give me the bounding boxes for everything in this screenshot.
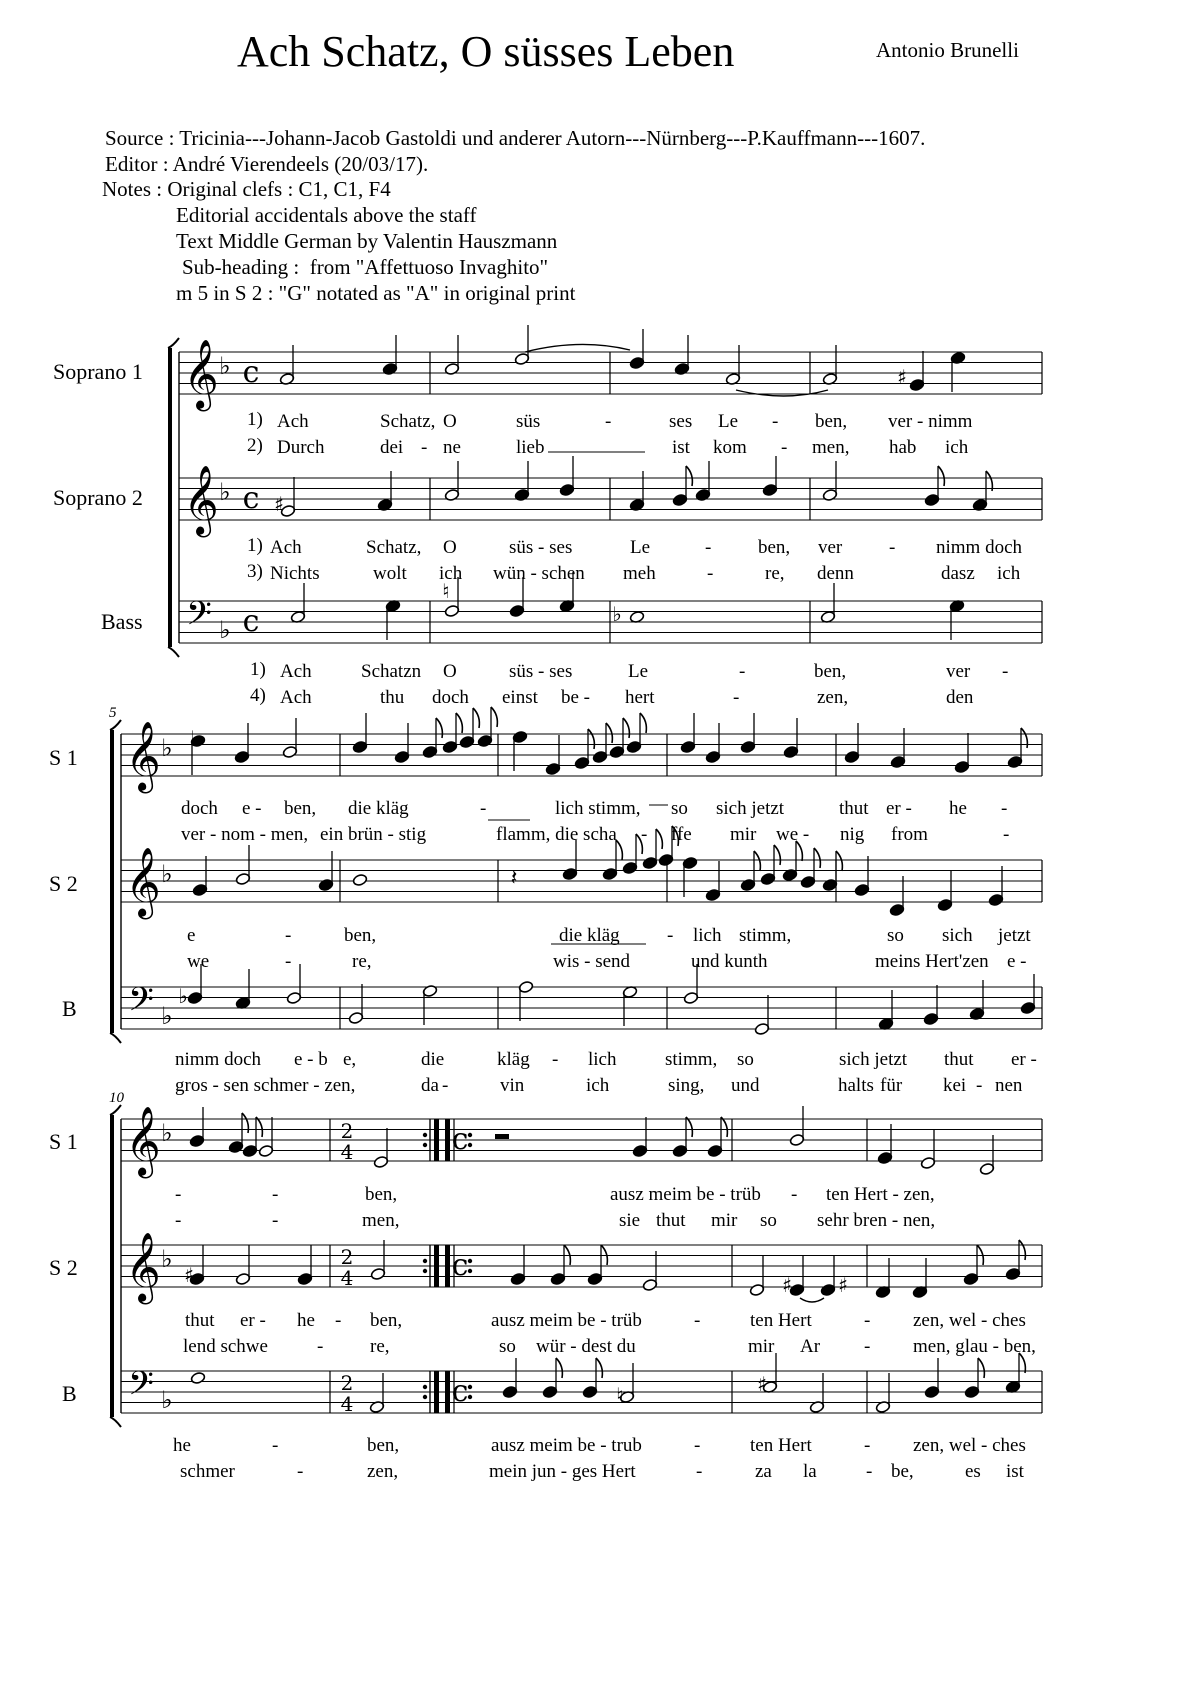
lyric: thu [380, 687, 405, 708]
lyric: thut [185, 1310, 215, 1331]
lyric: - [866, 1461, 873, 1482]
thick-barline [445, 1119, 450, 1161]
verse-number: 1) [250, 659, 266, 680]
note-head [352, 873, 368, 886]
flat-icon: ♭ [219, 478, 231, 506]
treble-clef-icon: 𝄞 [183, 465, 219, 535]
text-note: Text Middle German by Valentin Hauszmann [176, 229, 558, 253]
lyric: so [760, 1210, 777, 1231]
lyric: - [976, 1075, 983, 1096]
lyric: nig [840, 824, 865, 845]
lyric: ver [946, 661, 971, 682]
note-flag [256, 1117, 262, 1137]
lyric: - [272, 1435, 279, 1456]
lyric: - [696, 1461, 703, 1482]
flat-icon: ♭ [161, 1119, 173, 1147]
note-flag [814, 848, 820, 868]
repeat-dot [468, 1259, 472, 1263]
lyric: Schatzn [361, 661, 422, 682]
lyric: - [175, 1210, 182, 1231]
lyric: sing, [668, 1075, 705, 1096]
part-name-b-sys2: B [62, 996, 77, 1021]
lyric: den [946, 687, 974, 708]
lyric: re, [370, 1336, 390, 1357]
lyric: ten Hert - zen, [826, 1184, 935, 1205]
lyric: süs - ses [509, 661, 573, 682]
lyric: - [707, 563, 714, 584]
lyric: süs - ses [509, 537, 573, 558]
flat-icon: ♭ [161, 734, 173, 762]
lyric: - [733, 687, 740, 708]
verse-number: 1) [247, 409, 263, 430]
lyric: thut [839, 798, 869, 819]
lyric: ein brün - stig [320, 824, 427, 845]
note-flag [556, 1358, 562, 1378]
lyric: er - [886, 798, 912, 819]
note-flag [1019, 1353, 1025, 1373]
lyric: Ach [270, 537, 302, 558]
note-flag [623, 718, 629, 738]
note-flag [473, 708, 479, 728]
lyric: sich [942, 925, 973, 946]
lyric: gros - sen schmer - zen, [175, 1075, 356, 1096]
part-name-s2-sys2: S 2 [49, 871, 78, 896]
accidentals-note: Editorial accidentals above the staff [176, 203, 477, 227]
lyric: ben, [814, 661, 847, 682]
lyric: - [285, 925, 292, 946]
part-name-bass: Bass [101, 609, 143, 634]
lyric: zen, [367, 1461, 399, 1482]
quarter-rest-icon: 𝄽 [510, 866, 518, 891]
lyric: - [272, 1210, 279, 1231]
part-name-s2-sys3: S 2 [49, 1255, 78, 1280]
lyric: - [421, 437, 428, 458]
note-flag [456, 713, 462, 733]
lyric: doch [432, 687, 469, 708]
thick-barline [434, 1245, 439, 1287]
lyric: ausz meim be - trüb [491, 1310, 642, 1331]
lyric: re, [352, 951, 372, 972]
lyric: Le [630, 537, 651, 558]
lyric: la [803, 1461, 817, 1482]
lyric: we - [776, 824, 810, 845]
lyric: es [965, 1461, 981, 1482]
lyric: - [791, 1184, 798, 1205]
lyric: süs [516, 411, 541, 432]
time-sig-numerator: 2 [340, 1245, 354, 1269]
time-sig-numerator: 2 [340, 1371, 354, 1395]
thick-barline [445, 1245, 450, 1287]
lyric: men, [812, 437, 850, 458]
editor-note: Editor : André Vierendeels (20/03/17). [105, 152, 429, 176]
note-flag [938, 466, 944, 486]
lyric: zen, wel - ches [913, 1310, 1026, 1331]
repeat-dot [468, 1269, 472, 1273]
lyric: we [187, 951, 210, 972]
lyric: - [1001, 798, 1008, 819]
repeat-dot [423, 1259, 427, 1263]
accidental-icon: ♯ [274, 492, 284, 516]
lyric: denn [817, 563, 854, 584]
lyric: ver - nom - men, [181, 824, 309, 845]
lyric: Schatz, [380, 411, 436, 432]
accidental-icon: ♮ [616, 1383, 624, 1407]
lyric: wolt [373, 563, 407, 584]
bass-clef-icon: 𝄢 [128, 981, 154, 1027]
repeat-dot [423, 1143, 427, 1147]
tie [800, 1298, 824, 1302]
thick-barline [434, 1119, 439, 1161]
lyric: Ach [280, 661, 312, 682]
lyric: jetzt [998, 925, 1031, 946]
lyric: flamm, die scha [496, 824, 617, 845]
verse-number: 1) [247, 535, 263, 556]
lyric: Le [628, 661, 649, 682]
repeat-dot [423, 1395, 427, 1399]
note-flag [491, 707, 497, 727]
accidental-icon: ♭ [612, 602, 622, 626]
lyric: er - [1011, 1049, 1037, 1070]
lyric: - [335, 1310, 342, 1331]
note-flag [596, 1358, 602, 1378]
lyric: kom [713, 437, 747, 458]
time-sig-denominator: 4 [340, 1266, 354, 1290]
lyric: - [705, 537, 712, 558]
lyric: lich [693, 925, 722, 946]
lyric: ver [818, 537, 843, 558]
lyric: mir [748, 1336, 775, 1357]
note-flag [616, 840, 622, 860]
lyric: meins Hert'zen [875, 951, 989, 972]
lyric: - [641, 824, 648, 845]
system-bracket [110, 1417, 121, 1427]
lyric: thut [656, 1210, 686, 1231]
time-sig-denominator: 4 [340, 1392, 354, 1416]
lyric: halts [838, 1075, 874, 1096]
lyric: meh [623, 563, 656, 584]
common-time-icon: c [242, 355, 260, 390]
lyric: sich jetzt [839, 1049, 908, 1070]
lyric: so [737, 1049, 754, 1070]
note-flag [636, 834, 642, 854]
lyric: die [421, 1049, 445, 1070]
repeat-dot [468, 1143, 472, 1147]
lyric: ben, [758, 537, 791, 558]
common-time-icon: c [242, 604, 260, 639]
lyric: ver - nimm [888, 411, 973, 432]
lyric: lend schwe [183, 1336, 268, 1357]
lyric: - [1003, 824, 1010, 845]
lyric: mir [711, 1210, 738, 1231]
lyric: - [889, 537, 896, 558]
lyric: he [173, 1435, 191, 1456]
lyric: - [864, 1435, 871, 1456]
note-flag [686, 466, 692, 486]
note-flag [606, 723, 612, 743]
lyric: ausz meim be - trub [491, 1435, 642, 1456]
lyric: - [694, 1435, 701, 1456]
treble-clef-icon: 𝄞 [125, 847, 161, 917]
lyric: dasz [941, 563, 975, 584]
lyric: - [297, 1461, 304, 1482]
lyric: stimm, [665, 1049, 718, 1070]
lyric: - [667, 925, 674, 946]
lyric: be, [891, 1461, 914, 1482]
flat-icon: ♭ [161, 1245, 173, 1273]
accidental-icon: ♯ [782, 1273, 792, 1297]
flat-icon: ♭ [161, 1002, 173, 1030]
accidental-icon: ♭ [178, 984, 188, 1008]
lyric: zen, [817, 687, 849, 708]
lyric: za [755, 1461, 772, 1482]
lyric: stimm, [739, 925, 792, 946]
accidental-icon: ♯ [757, 1372, 767, 1396]
part-name-b-sys3: B [62, 1381, 77, 1406]
lyric: ich [945, 437, 969, 458]
lyric: - [285, 951, 292, 972]
lyric: schmer [180, 1461, 235, 1482]
note-flag [672, 826, 678, 846]
lyric: ausz meim be - trüb [610, 1184, 761, 1205]
lyric: from [891, 824, 928, 845]
lyric: so [499, 1336, 516, 1357]
note-head [190, 1371, 206, 1384]
lyric: Ach [277, 411, 309, 432]
lyric: - [175, 1184, 182, 1205]
lyric: hert [625, 687, 655, 708]
note-flag [640, 713, 646, 733]
lyric: re, [765, 563, 785, 584]
bass-clef-icon: 𝄢 [128, 1365, 154, 1411]
correction-note: m 5 in S 2 : "G" notated as "A" in original print [176, 281, 576, 305]
lyric: ben, [284, 798, 317, 819]
subheading-note: Sub-heading : from "Affettuoso Invaghito" [182, 255, 549, 279]
source-note: Source : Tricinia---Johann-Jacob Gastoldi und anderer Autorn---Nürnberg---P.Kauffmann---1607. [105, 126, 926, 150]
lyric: für [880, 1075, 903, 1096]
lyric: nen [995, 1075, 1023, 1096]
lyric: lich [588, 1049, 617, 1070]
lyric: ich [439, 563, 463, 584]
lyric: ten Hert [750, 1435, 812, 1456]
lyric: O [443, 537, 457, 558]
note-flag [686, 1117, 692, 1137]
thick-barline [445, 1371, 450, 1413]
lyric: - [1002, 661, 1009, 682]
measure-number-10: 10 [109, 1090, 124, 1106]
common-time-icon: c [242, 481, 260, 516]
lyric: Nichts [270, 563, 320, 584]
note-flag [978, 1358, 984, 1378]
flat-icon: ♭ [161, 860, 173, 888]
lyric: mir [730, 824, 757, 845]
lyric: ses [669, 411, 693, 432]
note-flag [656, 829, 662, 849]
accidental-icon: ♯ [897, 365, 907, 389]
lyric: da [421, 1075, 439, 1096]
clefs-note: Notes : Original clefs : C1, C1, F4 [102, 177, 391, 201]
repeat-dot [423, 1385, 427, 1389]
lyric: Le [718, 411, 739, 432]
lyric: wün - schen [493, 563, 585, 584]
treble-clef-icon: 𝄞 [183, 339, 219, 409]
note-flag [836, 851, 842, 871]
repeat-dot [468, 1395, 472, 1399]
lyric: und [731, 1075, 760, 1096]
note-flag [721, 1117, 727, 1137]
part-name-soprano-1: Soprano 1 [53, 359, 143, 384]
lyric: einst [502, 687, 538, 708]
system-bracket [168, 647, 179, 657]
lyric: - [781, 437, 788, 458]
lyric: doch [181, 798, 218, 819]
system-bracket [110, 720, 121, 730]
lyric: men, glau - ben, [913, 1336, 1036, 1357]
lyric: sie [619, 1210, 641, 1231]
bass-clef-icon: 𝄢 [186, 595, 212, 641]
lyric: - [739, 661, 746, 682]
repeat-dot [423, 1269, 427, 1273]
lyric: kläg [497, 1049, 530, 1070]
lyric: - [694, 1310, 701, 1331]
lyric: ben, [370, 1310, 403, 1331]
tie [736, 390, 828, 396]
note-flag [436, 718, 442, 738]
score-title: Ach Schatz, O süsses Leben [237, 27, 735, 76]
lyric: Schatz, [366, 537, 422, 558]
verse-number: 4) [250, 685, 266, 706]
lyric: ben, [815, 411, 848, 432]
common-time-icon: c [451, 1248, 469, 1283]
treble-clef-icon: 𝄞 [125, 1232, 161, 1302]
common-time-icon: c [451, 1122, 469, 1157]
lyric: Ar [800, 1336, 821, 1357]
lyric: so [887, 925, 904, 946]
lyric: e - [242, 798, 262, 819]
lyric: wis - send [553, 951, 631, 972]
lyric: ist [1006, 1461, 1024, 1482]
lyric: er - [240, 1310, 266, 1331]
lyric: nimm doch [175, 1049, 262, 1070]
lyric: mein jun - ges Hert [489, 1461, 636, 1482]
lyric: - [317, 1336, 324, 1357]
lyric: die kläg [348, 798, 409, 819]
lyric: lieb [516, 437, 545, 458]
lyric: ich [586, 1075, 610, 1096]
accidental-icon: ♯ [838, 1273, 848, 1297]
lyric: thut [944, 1049, 974, 1070]
lyric: - [442, 1075, 449, 1096]
lyric: Durch [277, 437, 325, 458]
note-flag [588, 729, 594, 749]
lyric: - [480, 798, 487, 819]
system-bracket [168, 338, 179, 348]
lyric: e, [343, 1049, 357, 1070]
time-sig-numerator: 2 [340, 1119, 354, 1143]
measure-number-5: 5 [109, 705, 117, 721]
accidental-icon: ♭ [190, 726, 200, 750]
system-bracket [110, 1033, 121, 1043]
lyric: und kunth [691, 951, 768, 972]
lyric: dei [380, 437, 404, 458]
lyric: ten Hert [750, 1310, 812, 1331]
lyric: sich jetzt [716, 798, 785, 819]
part-name-s1-sys2: S 1 [49, 745, 78, 770]
lyric: ne [443, 437, 461, 458]
lyric: wür - dest du [536, 1336, 636, 1357]
repeat-dot [468, 1385, 472, 1389]
lyric: sehr bren - nen, [817, 1210, 936, 1231]
lyric: e - [1007, 951, 1027, 972]
half-rest-icon [495, 1134, 509, 1139]
lyric: - [272, 1184, 279, 1205]
lyric: ffe [671, 824, 692, 845]
lyric: e [187, 925, 196, 946]
treble-clef-icon: 𝄞 [125, 721, 161, 791]
part-name-soprano-2: Soprano 2 [53, 485, 143, 510]
lyric: lich stimm, [555, 798, 641, 819]
lyric: zen, wel - ches [913, 1435, 1026, 1456]
lyric: - [864, 1336, 871, 1357]
lyric: - [605, 411, 612, 432]
lyric: ben, [367, 1435, 400, 1456]
flat-icon: ♭ [219, 616, 231, 644]
lyric: ben, [344, 925, 377, 946]
repeat-dot [468, 1133, 472, 1137]
note-flag [754, 851, 760, 871]
lyric: O [443, 411, 457, 432]
lyric: - [864, 1310, 871, 1331]
composer: Antonio Brunelli [876, 38, 1019, 62]
accidental-icon: ♮ [442, 579, 450, 603]
lyric: ben, [365, 1184, 398, 1205]
repeat-dot [423, 1133, 427, 1137]
note-flag [1019, 1240, 1025, 1260]
verse-number: 2) [247, 435, 263, 456]
note-flag [796, 841, 802, 861]
tie [525, 344, 630, 352]
lyric: e - b [294, 1049, 328, 1070]
lyric: - [552, 1049, 559, 1070]
lyric: die kläg [559, 925, 620, 946]
lyric: kei [943, 1075, 967, 1096]
flat-icon: ♭ [219, 352, 231, 380]
lyric: nimm doch [936, 537, 1023, 558]
treble-clef-icon: 𝄞 [125, 1106, 161, 1176]
part-name-s1-sys3: S 1 [49, 1129, 78, 1154]
lyric: he [949, 798, 967, 819]
lyric: he [297, 1310, 315, 1331]
lyric: be - [561, 687, 591, 708]
lyric: men, [362, 1210, 400, 1231]
system-bracket [110, 1105, 121, 1115]
lyric: Ach [280, 687, 312, 708]
lyric: vin [500, 1075, 525, 1096]
flat-icon: ♭ [161, 1386, 173, 1414]
common-time-icon: c [451, 1374, 469, 1409]
lyric: ich [997, 563, 1021, 584]
thick-barline [434, 1371, 439, 1413]
note-flag [774, 845, 780, 865]
lyric: so [671, 798, 688, 819]
lyric: hab [889, 437, 917, 458]
lyric: - [772, 411, 779, 432]
time-sig-denominator: 4 [340, 1140, 354, 1164]
lyric: ist [672, 437, 690, 458]
verse-number: 3) [247, 561, 263, 582]
accidental-icon: ♯ [184, 1263, 194, 1287]
lyric: O [443, 661, 457, 682]
